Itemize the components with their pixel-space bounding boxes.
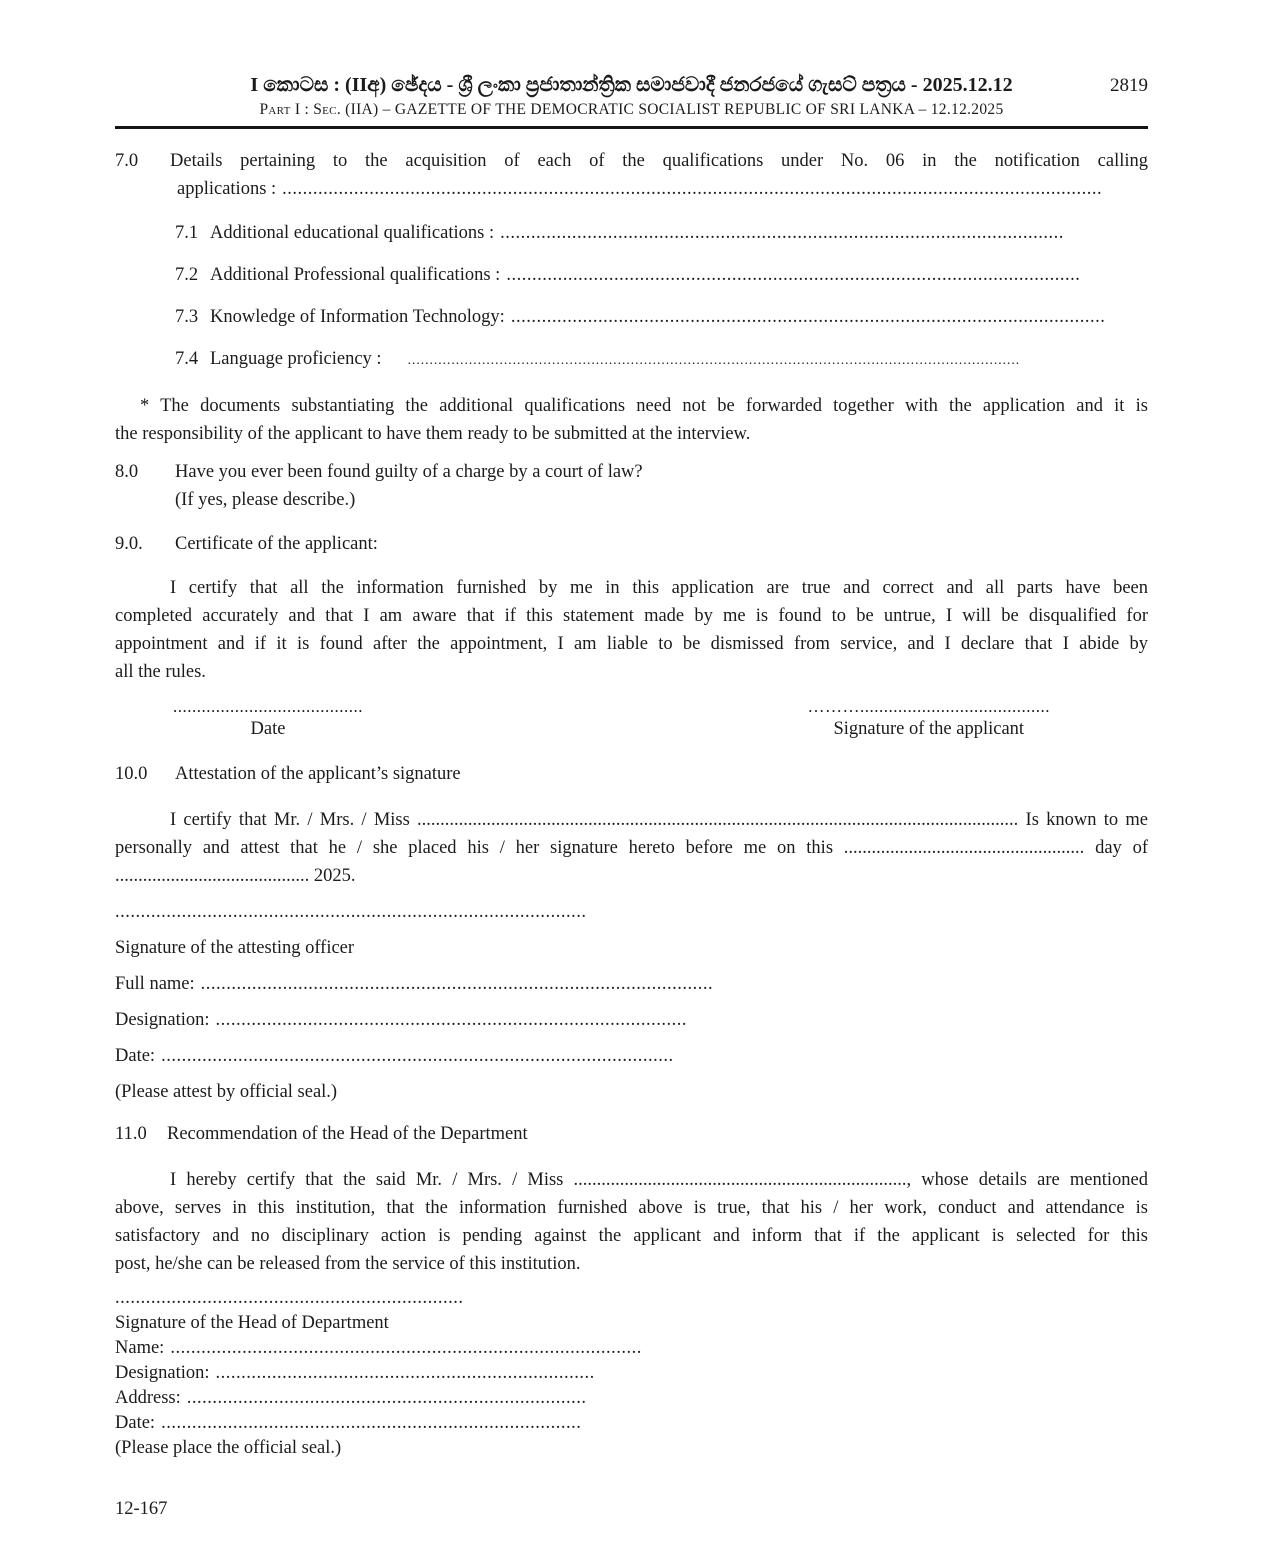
head-name-dotted-line: ............................................................................................ <box>170 1338 642 1358</box>
official-seal-place-note: (Please place the official seal.) <box>115 1438 342 1458</box>
certificate-line-3: appointment and if it is found after the appointment, I am liable to be dismissed from service, and I declare that I abide by <box>115 634 1148 654</box>
head-date-field <box>115 1411 1148 1436</box>
officer-date-label: Date: <box>115 1046 156 1066</box>
item-7-1 <box>175 219 1148 247</box>
head-signature-label: Signature of the Head of Department <box>115 1313 389 1333</box>
applicant-signature-field <box>808 698 1051 742</box>
head-designation-dotted-line: .......................................................................... <box>215 1363 595 1383</box>
section-8-number: 8.0 <box>115 462 139 482</box>
applications-field <box>170 175 1148 203</box>
officer-designation-dotted-line: ............................................................................................ <box>215 1010 688 1030</box>
attestation-paragraph <box>115 806 1148 890</box>
recommendation-line-4: post, he/she can be released from the service of this institution. <box>115 1254 581 1274</box>
recommendation-paragraph <box>115 1166 1148 1278</box>
applicant-signature-label: Signature of the applicant <box>833 719 1025 739</box>
section-7-text-line-1: Details pertaining to the acquisition of each of the qualifications under No. 06 in the notification calling <box>170 151 1148 171</box>
item-7-3-number: 7.3 <box>175 307 199 327</box>
applications-field-label: applications : <box>177 179 277 199</box>
recommendation-line-2: above, serves in this institution, that the information furnished above is true, that his / her work, conduct and attendance is <box>115 1198 1148 1218</box>
item-7-1-number: 7.1 <box>175 223 199 243</box>
head-name-label: Name: <box>115 1338 165 1358</box>
date-label: Date <box>250 719 286 739</box>
officer-designation-field <box>115 1006 1148 1034</box>
section-8-hint: (If yes, please describe.) <box>175 490 356 510</box>
section-10-number: 10.0 <box>115 764 148 784</box>
officer-date-dotted-line: .................................................................................................... <box>161 1046 674 1066</box>
item-7-1-label: Additional educational qualifications : <box>210 223 495 243</box>
section-9-certificate-paragraph <box>115 574 1148 686</box>
head-address-label: Address: <box>115 1388 181 1408</box>
section-9-heading <box>115 530 1148 558</box>
full-name-label: Full name: <box>115 974 195 994</box>
full-name-dotted-line: .................................................................................................... <box>200 974 714 994</box>
item-7-3-label: Knowledge of Information Technology: <box>210 307 505 327</box>
section-11-heading <box>115 1120 1148 1148</box>
item-7-4-label: Language proficiency : <box>210 349 382 369</box>
header-sinhala-title: I කොටස : (IIඅ) ඡේදය - ශ්‍රී ලංකා ප්‍රජාතාන්ත්‍රික සමාජවාදී ජනරජයේ ගැසට් පත්‍රය - 2025.12.12 <box>250 74 1013 96</box>
recommendation-line-3: satisfactory and no disciplinary action is pending against the applicant and inform that if the applicant is selected for this <box>115 1226 1148 1246</box>
page-footer <box>115 1495 1148 1523</box>
applications-field-dotted-line: ................................................................................................................................................................ <box>282 179 1103 199</box>
attesting-officer-signature-label: Signature of the attesting officer <box>115 938 355 958</box>
section-9-number: 9.0. <box>115 534 143 554</box>
date-field <box>173 698 363 742</box>
item-7-4 <box>175 345 1148 374</box>
header-english-title: Part I : Sec. (IIA) – GAZETTE OF THE DEMOCRATIC SOCIALIST REPUBLIC OF SRI LANKA – 12.12.2025 <box>259 101 1004 118</box>
certificate-line-2: completed accurately and that I am aware that if this statement made by me is found to be untrue, I will be disqualified for <box>115 606 1148 626</box>
head-designation-label: Designation: <box>115 1363 210 1383</box>
date-dotted-line: ........................................ <box>173 697 363 716</box>
section-9-title: Certificate of the applicant: <box>175 534 378 554</box>
section-10-heading <box>115 760 1148 788</box>
section-11-title: Recommendation of the Head of the Department <box>167 1124 528 1144</box>
head-designation-field <box>115 1361 1148 1386</box>
official-seal-note: (Please attest by official seal.) <box>115 1082 338 1102</box>
officer-date-field <box>115 1042 1148 1070</box>
section-10-title: Attestation of the applicant’s signature <box>175 764 461 784</box>
attestation-line-3: .......................................... 2025. <box>115 866 356 886</box>
head-date-dotted-line: .................................................................................. <box>161 1413 582 1433</box>
item-7-2 <box>175 261 1148 289</box>
head-name-field <box>115 1336 1148 1361</box>
form-body <box>115 147 1148 1461</box>
attestation-line-1: I certify that Mr. / Mrs. / Miss .................................................................................................................................. Is known to me <box>170 810 1148 830</box>
section-8-question: Have you ever been found guilty of a charge by a court of law? <box>175 462 643 482</box>
attesting-officer-signature-dotted-line: ............................................................................................ <box>115 902 587 922</box>
head-address-dotted-line: .............................................................................. <box>186 1388 587 1408</box>
recommendation-line-1: I hereby certify that the said Mr. / Mrs. / Miss ........................................................................, whose details are mentioned <box>170 1170 1148 1190</box>
item-7-4-dotted-line: ............................................................................................................................................ <box>407 352 1021 367</box>
head-address-field <box>115 1386 1148 1411</box>
officer-designation-label: Designation: <box>115 1010 210 1030</box>
item-7-2-label: Additional Professional qualifications : <box>210 265 501 285</box>
head-date-label: Date: <box>115 1413 156 1433</box>
footnote-line-2: the responsibility of the applicant to have them ready to be submitted at the interview. <box>115 424 751 444</box>
attestation-line-2: personally and attest that he / she placed his / her signature hereto before me on this .................................................... day of <box>115 838 1148 858</box>
applicant-signature-dotted-line: ………........................................ <box>807 697 1050 716</box>
full-name-field <box>115 970 1148 998</box>
item-7-3-dotted-line: .................................................................................................................... <box>510 307 1106 327</box>
footnote-line-1: * The documents substantiating the additional qualifications need not be forwarded together with the application and it is <box>140 396 1148 416</box>
section-8 <box>115 458 1148 514</box>
page-header <box>115 0 1148 129</box>
item-7-3 <box>175 303 1148 331</box>
footnote <box>115 392 1148 448</box>
head-of-department-block <box>115 1286 1148 1461</box>
certificate-line-4: all the rules. <box>115 662 206 682</box>
item-7-4-number: 7.4 <box>175 349 199 369</box>
head-signature-dotted-line: .................................................................... <box>115 1288 464 1308</box>
section-7-number: 7.0 <box>115 151 139 171</box>
item-7-2-dotted-line: ................................................................................................................ <box>506 265 1081 285</box>
certificate-line-1: I certify that all the information furnished by me in this application are true and correct and all parts have been <box>170 578 1148 598</box>
header-rule <box>115 126 1148 129</box>
item-7-1-dotted-line: .............................................................................................................. <box>500 223 1064 243</box>
notice-number: 12-167 <box>115 1499 168 1519</box>
item-7-2-number: 7.2 <box>175 265 199 285</box>
section-7 <box>115 147 1148 203</box>
page-number: 2819 <box>1110 75 1148 96</box>
section-11-number: 11.0 <box>115 1124 147 1144</box>
attesting-officer-block <box>115 898 1148 1106</box>
date-signature-row <box>173 698 1050 742</box>
